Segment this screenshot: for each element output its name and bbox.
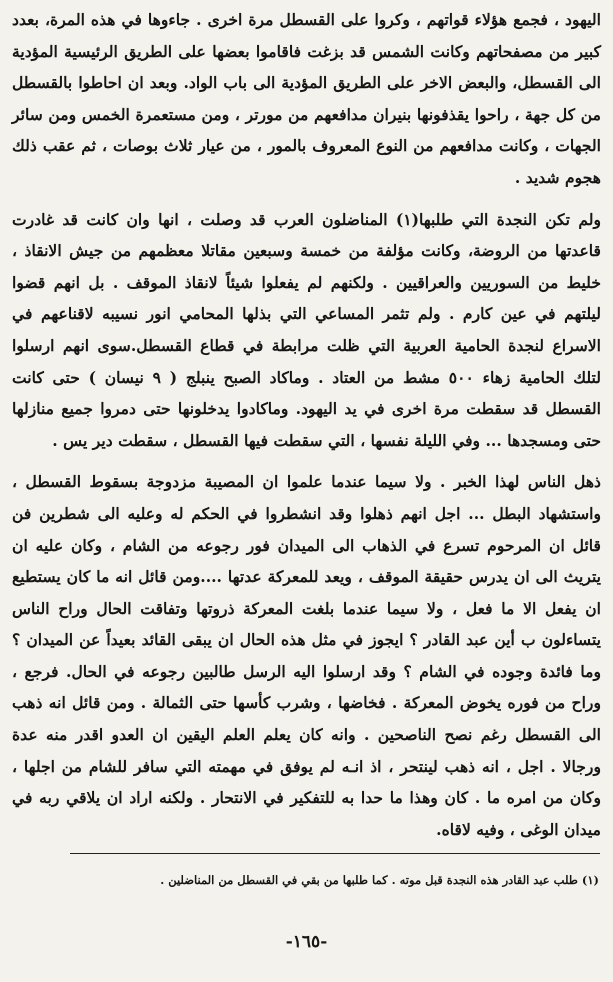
page-number: -١٦٥- xyxy=(285,932,328,952)
footnote-divider xyxy=(70,853,600,854)
paragraph-3: ذهل الناس لهذا الخبر . ولا سيما عندما علموا ان المصيبة مزدوجة بسقوط القسطل ، واستشهاد البطل ... اجل انهم ذهلوا وقد انشطروا في الحكم له وعليه الى شطرين فن قائل ان المرحوم تسرع في الذهاب الى الميدان فور رجوعه من الشام ، وكان عليه ان يتريث الى ان يدرس حقيقة الموقف ، ويعد للمعركة عدتها ....ومن قائل انه ما كان يستطيع ان يفعل الا ما فعل ، ولا سيما عندما بلغت المعركة ذروتها وتفاقت الحال وراح الناس يتساءلون ب أين عبد القادر ؟ ايجوز في مثل هذه الحال ان يبقى القائد بعيداً عن الميدان ؟ وما فائدة وجوده في الشام ؟ وقد ارسلوا اليه الرسل طالبين رجوعه في الحال. فرجع ، وراح من فوره يخوض المعركة . فخاضها ، وشرب كأسها حتى الثمالة . ومن قائل انه ذهب الى القسطل رغم نصح الناصحين . وانه كان يعلم العلم اليقين ان العدو اقدر منه عدة ورجالا . اجل ، انه ذهب لينتحر ، اذ انـه لم يوفق في مهمته التي سافر للشام من اجلها ، وكان من امره ما . كان وهذا ما حدا به للتفكير في الانتحار . ولكنه اراد ان يلاقي ربه في ميدان الوغى ، وفيه لاقاه. xyxy=(12,472,601,839)
paragraph-1: اليهود ، فجمع هؤلاء قواتهم ، وكروا على القسطل مرة اخرى . جاءوها في هذه المرة، بعدد كبير من مصفحاتهم وكانت الشمس قد بزغت فاقاموا بعضها على الطريق الرئيسية المؤدية الى القسطل، والبعض الاخر على الطريق المؤدية الى باب الواد. وبعد ان احاطوا بالقسطل من كل جهة ، راحوا يقذفونها بنيران مدافعهم من مورتر ، ومن مستعمرة الخمس ومن سائر الجهات ، وكانت مدافعهم من النوع المعروف بالمور ، من عيار ثلاث بوصات ، ثم عقب ذلك هجوم شديد . xyxy=(12,10,601,187)
main-text xyxy=(12,4,601,845)
paragraph-2: ولم تكن النجدة التي طلبها(١) المناضلون العرب قد وصلت ، انها وان كانت قد غادرت قاعدتها من الروضة، وكانت مؤلفة من خمسة وسبعين مقاتلا معظمهم من جيش الانقاذ ، خليط من السوريين والعراقيين . ولكنهم لم يفعلوا شيئاً لانقاذ الموقف . بل انهم قضوا ليلتهم في عين كارم . ولم تثمر المساعي التي بذلها المحامي انور نسيبه لاقناعهم في الاسراع لنجدة الحامية العربية التي ظلت مرابطة في قطاع القسطل.سوى انهم ارسلوا لتلك الحامية زهاء ٥٠٠ مشط من العتاد . وماكاد الصبح ينبلج ( ٩ نيسان ) حتى كانت القسطل قد سقطت مرة اخرى في يد اليهود. وماكادوا يدخلونها حتى دمروا جميع منازلها حتى ومسجدها ... وفي الليلة نفسها ، التي سقطت فيها القسطل ، سقطت دير يس . xyxy=(12,209,601,450)
footnote: (١) طلب عبد القادر هذه النجدة قبل موته . كما طلبها من بقي في القسطل من المناضلين . xyxy=(160,873,599,887)
